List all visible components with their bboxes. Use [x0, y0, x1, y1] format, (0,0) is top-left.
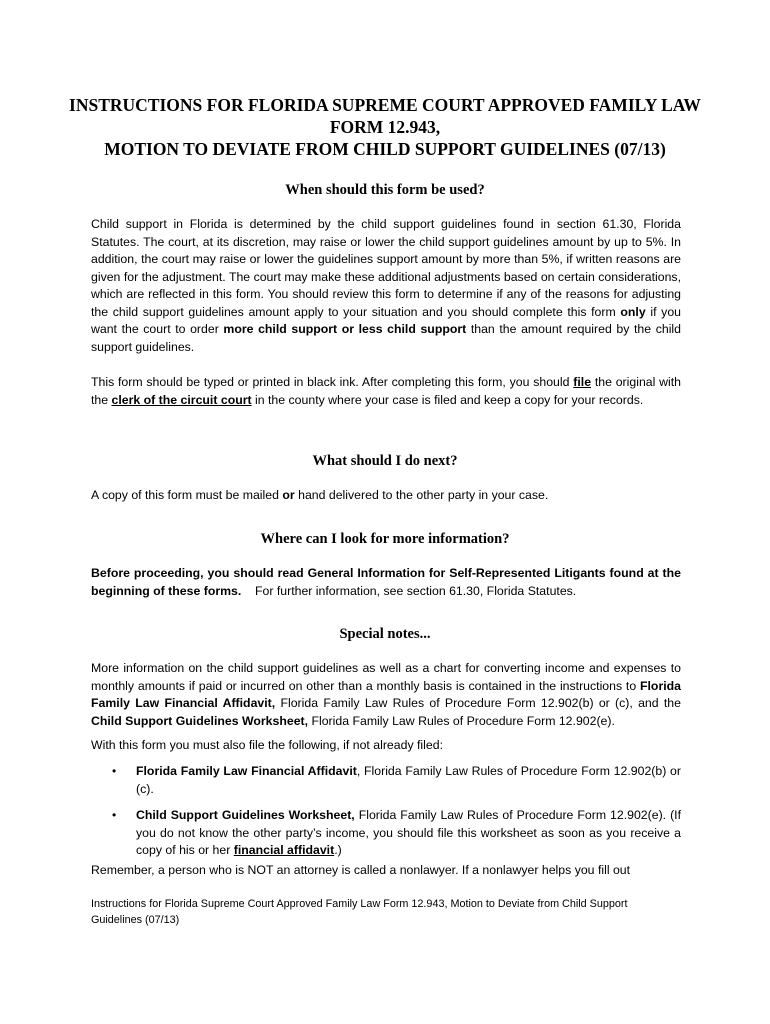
emphasis-financial-affidavit: Florida Family Law Financial Affidavit,	[91, 678, 681, 710]
list-item	[91, 763, 681, 798]
paragraph-copy-mailed	[91, 487, 681, 505]
emphasis-financial-affidavit: Florida Family Law Financial Affidavit	[136, 764, 357, 778]
paragraph-filing-instructions	[91, 374, 681, 409]
link-clerk-of-circuit-court[interactable]: clerk of the circuit court	[111, 392, 252, 407]
emphasis-more-less-support: more child support or less child support	[223, 322, 467, 336]
emphasis-only: only	[620, 304, 646, 319]
document-title	[60, 94, 710, 160]
text-segment: For further information, see section 61.30, Florida Statutes.	[241, 583, 577, 598]
required-filings-list	[91, 763, 681, 860]
bullet-icon: •	[112, 808, 117, 822]
heading-more-information: Where can I look for more information?	[260, 531, 510, 547]
emphasis-before-proceeding: Before proceeding, you should read General Information for Self-Represented Litigants found at the beginning of these forms.	[91, 566, 681, 598]
text-segment: hand delivered to the other party in your case.	[294, 488, 549, 502]
bullet-icon: •	[112, 764, 117, 778]
emphasis-guidelines-worksheet: Child Support Guidelines Worksheet,	[91, 713, 309, 728]
paragraph-guidelines-info	[91, 660, 681, 730]
text-segment: than the amount required by the child support guidelines.	[91, 322, 681, 354]
heading-what-next: What should I do next?	[312, 453, 458, 469]
text-segment: Child support in Florida is determined by the child support guidelines found in section 61.30, Florida Statutes. The court, at its discretion, may raise or lower the child support guidelines amount by up to 5%. In addition, the court may raise or lower the guidelines support amount by more than 5%, if written reasons are given for the adjustment. The court may make these additional adjustments based on certain considerations, which are reflected in this form. You should review this form to determine if any of the reasons for adjusting the child support guidelines amount apply to your situation and you should complete this form	[91, 217, 681, 319]
text-segment: More information on the child support guidelines as well as a chart for converting income and expenses to monthly amounts if paid or incurred on other than a monthly basis is contained in the instructions to	[91, 661, 681, 693]
page-footer: Instructions for Florida Supreme Court Approved Family Law Form 12.943, Motion to Deviate from Child Support Guidelines (07/13)	[91, 898, 628, 926]
text-segment: .)	[334, 843, 342, 857]
text-segment: This form should be typed or printed in black ink. After completing this form, you should	[91, 375, 574, 389]
title-line-3: MOTION TO DEVIATE FROM CHILD SUPPORT GUIDELINES (07/13)	[104, 139, 666, 159]
text-segment: if you want the court to order	[91, 304, 681, 336]
heading-when-used: When should this form be used?	[285, 182, 485, 198]
list-item	[91, 807, 681, 860]
text-segment: Florida Family Law Rules of Procedure Form 12.902(e).	[308, 713, 615, 728]
emphasis-or: or	[282, 488, 295, 502]
paragraph-child-support-determination	[91, 216, 681, 356]
text-segment: A copy of this form must be mailed	[91, 488, 283, 502]
text-segment: the original with the	[91, 375, 682, 407]
heading-special-notes: Special notes...	[339, 626, 431, 642]
title-line-1: INSTRUCTIONS FOR FLORIDA SUPREME COURT APPROVED FAMILY LAW	[69, 95, 701, 115]
title-line-2: FORM 12.943,	[329, 117, 441, 137]
link-file[interactable]: file	[573, 375, 592, 389]
emphasis-guidelines-worksheet: Child Support Guidelines Worksheet,	[136, 808, 355, 822]
paragraph-nonlawyer: Remember, a person who is NOT an attorney is called a nonlawyer. If a nonlawyer helps you fill out	[91, 863, 631, 877]
text-segment: in the county where your case is filed and keep a copy for your records.	[251, 392, 644, 407]
text-segment: Florida Family Law Rules of Procedure Form 12.902(b) or (c), and the	[275, 696, 681, 710]
paragraph-general-information	[91, 565, 681, 600]
text-segment: , Florida Family Law Rules of Procedure Form 12.902(b) or (c).	[136, 764, 681, 796]
link-financial-affidavit[interactable]: financial affidavit	[233, 843, 335, 857]
paragraph-also-file: With this form you must also file the following, if not already filed:	[91, 738, 443, 752]
text-segment: Florida Family Law Rules of Procedure Form 12.902(e). (If you do not know the other party’s income, you should file this worksheet as soon as you receive a copy of his or her	[136, 808, 681, 857]
